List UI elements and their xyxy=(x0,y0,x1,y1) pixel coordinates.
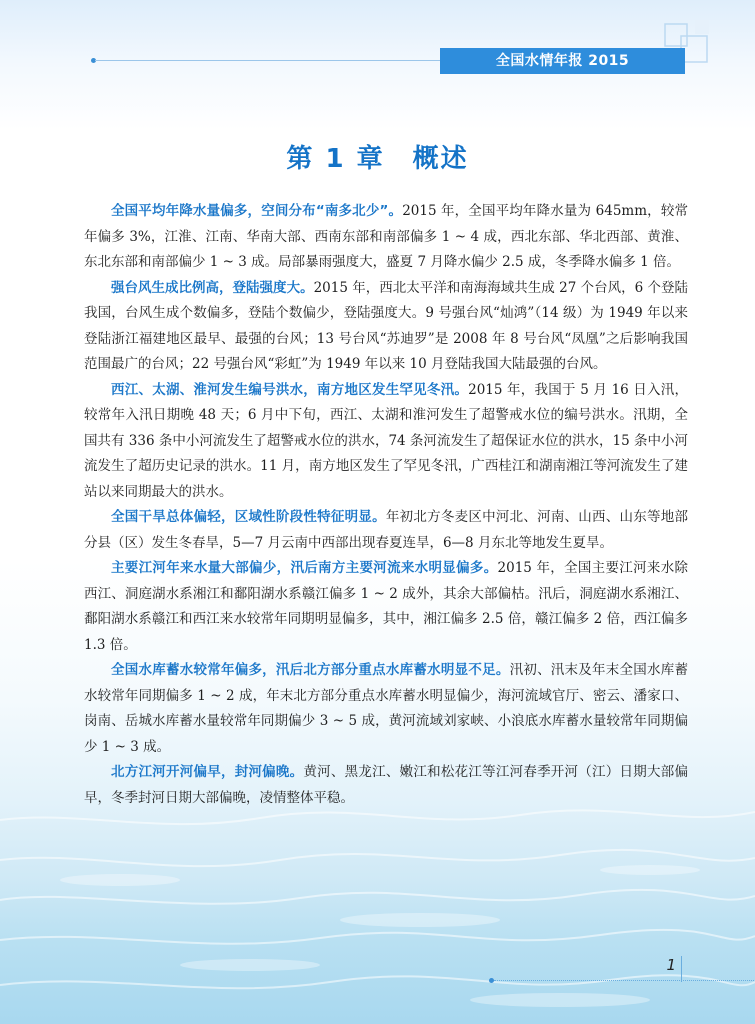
paragraph-reservoirs xyxy=(84,658,688,760)
paragraph-drought xyxy=(84,505,688,556)
paragraph-lead: 全国水库蓄水较常年偏多，汛后北方部分重点水库蓄水明显不足。 xyxy=(111,662,510,678)
paragraph-text: 汛初、汛末及年末全国水库蓄水较常年同期偏多 1 ~ 2 成，年末北方部分重点水库蓄水明显偏少，海河流域官厅、密云、潘家口、岗南、岳城水库蓄水量较常年同期偏少 3 ~ 5 成，黄河流域刘家峡、小浪底水库蓄水量较常年同期偏少 1 ~ 3 成。 xyxy=(84,662,689,755)
paragraph-text: 2015 年，我国于 5 月 16 日入汛，较常年入汛日期晚 48 天；6 月中下旬，西江、太湖和淮河发生了超警戒水位的编号洪水。汛期，全国共有 336 条中小河流发生了超警戒水位的洪水，74 条河流发生了超保证水位的洪水，15 条中小河流发生了超历史记录的洪水。11 月，南方地区发生了罕见冬汛，广西桂江和湖南湘江等河流发生了建站以来同期最大的洪水。 xyxy=(84,381,688,500)
footer-dotted-rule xyxy=(494,980,754,982)
paragraph-lead: 全国平均年降水量偏多，空间分布“南多北少”。 xyxy=(111,203,403,219)
paragraph-typhoon xyxy=(84,276,688,378)
paragraph-text: 年初北方冬麦区中河北、河南、山西、山东等地部分县（区）发生冬春旱，5—7 月云南中西部出现春夏连旱，6—8 月东北等地发生夏旱。 xyxy=(84,509,689,551)
paragraph-precipitation xyxy=(84,199,688,276)
chapter-body xyxy=(84,199,688,811)
page-number-rule xyxy=(681,956,682,982)
running-header: 全国水情年报 2015 xyxy=(440,48,685,74)
paragraph-lead: 强台风生成比例高，登陆强度大。 xyxy=(111,279,314,296)
paragraph-text: 2015 年，西北太平洋和南海海域共生成 27 个台风，6 个登陆我国，台风生成个数偏多，登陆个数偏少，登陆强度大。9 号强台风“灿鸿”（14 级）为 1949 年以来登陆浙江福建地区最早、最强的台风；13 号台风“苏迪罗”是 2008 年 8 号台风“凤凰”之后影响我国范围最广的台风；22 号强台风“彩虹”为 1949 年以来 10 月登陆我国大陆最强的台风。 xyxy=(84,279,688,372)
paragraph-ice xyxy=(84,760,688,811)
paragraph-lead: 全国干旱总体偏轻，区域性阶段性特征明显。 xyxy=(111,509,386,525)
paragraph-text: 2015 年，全国主要江河来水除西江、洞庭湖水系湘江和鄱阳湖水系赣江偏多 1 ~ 2 成外，其余大部偏枯。汛后，洞庭湖水系湘江、鄱阳湖水系赣江和西江来水较常年同期明显偏多，其中，湘江偏多 2.5 倍，赣江偏多 2 倍，西江偏多 1.3 倍。 xyxy=(84,560,689,653)
paragraph-text: 2015 年，全国平均年降水量为 645mm，较常年偏多 3%，江淮、江南、华南大部、西南东部和南部偏多 1 ~ 4 成，西北东部、华北西部、黄淮、东北东部和南部偏少 1 ~ 3 成。局部暴雨强度大，盛夏 7 月降水偏少 2.5 成，冬季降水偏多 1 倍。 xyxy=(84,203,688,270)
paragraph-text: 黄河、黑龙江、嫩江和松花江等江河春季开河（江）日期大部偏早，冬季封河日期大部偏晚，凌情整体平稳。 xyxy=(84,764,689,806)
header-rule xyxy=(95,60,440,61)
paragraph-lead: 北方江河开河偏早，封河偏晚。 xyxy=(111,764,304,780)
paragraph-lead: 西江、太湖、淮河发生编号洪水，南方地区发生罕见冬汛。 xyxy=(111,381,469,398)
paragraph-floods xyxy=(84,378,688,506)
page-number: 1 xyxy=(666,956,676,974)
paragraph-runoff xyxy=(84,556,688,658)
paragraph-lead: 主要江河年来水量大部偏少，汛后南方主要河流来水明显偏多。 xyxy=(111,560,498,576)
chapter-title: 第 1 章 概述 xyxy=(286,144,469,174)
